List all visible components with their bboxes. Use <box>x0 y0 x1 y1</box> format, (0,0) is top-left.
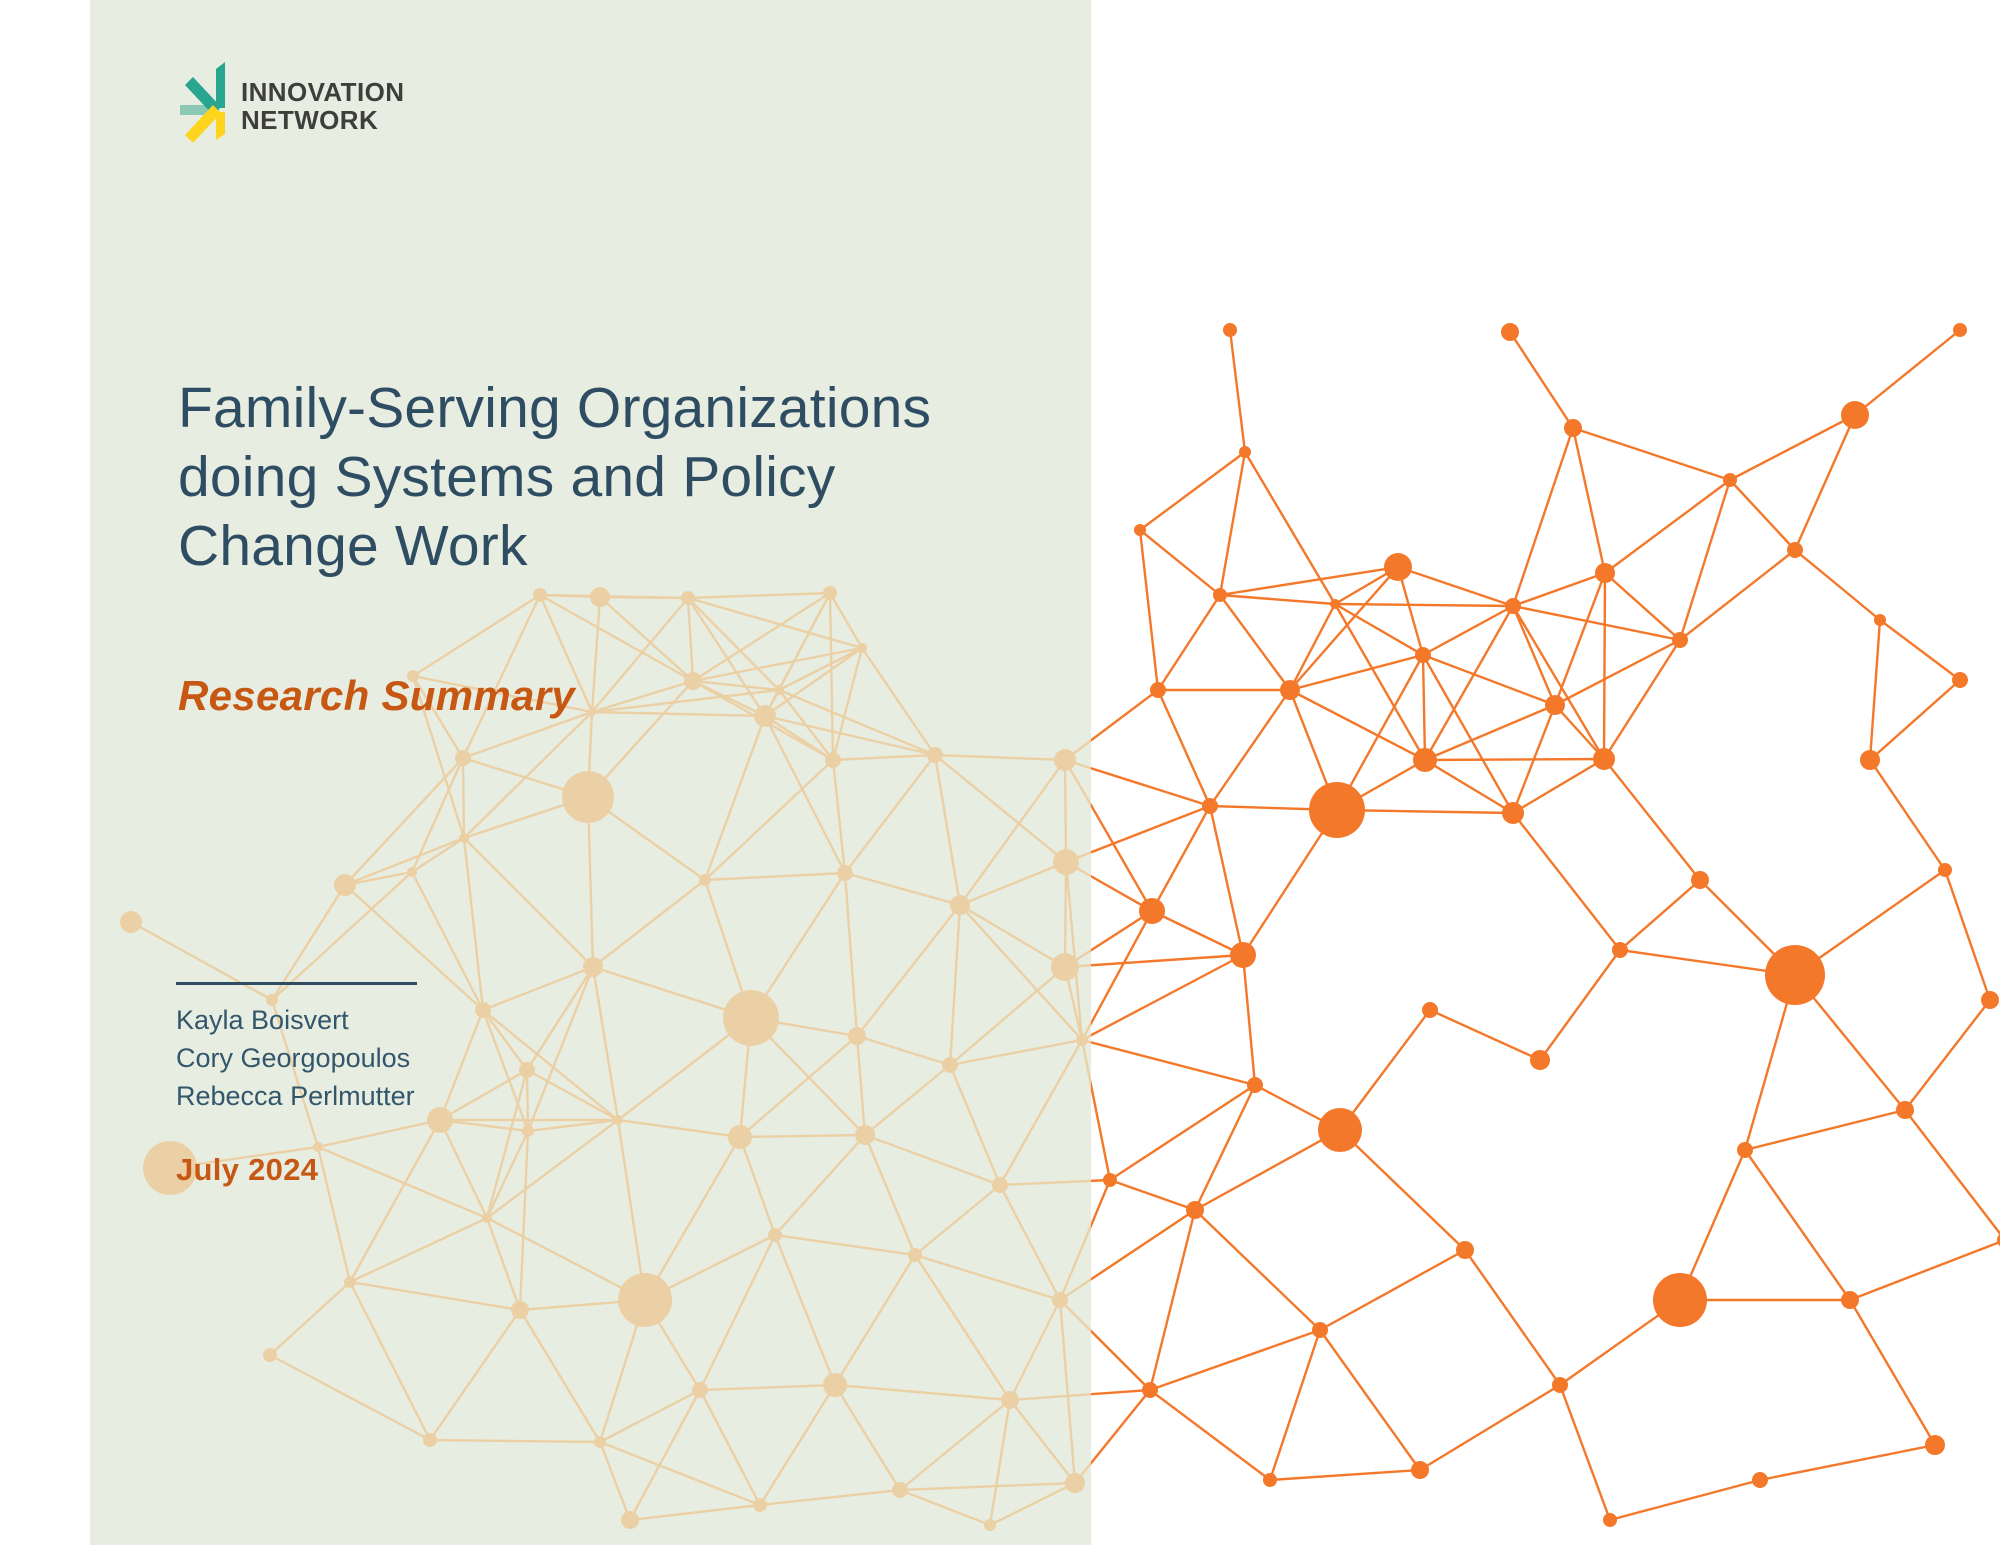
page-title <box>178 374 1078 581</box>
author-name: Rebecca Perlmutter <box>176 1081 415 1111</box>
title-line-3: Change Work <box>178 514 528 578</box>
author-name: Kayla Boisvert <box>176 1005 349 1035</box>
logo-ray-vertical-bottom <box>216 112 225 140</box>
logo-wordmark <box>241 78 404 134</box>
innovation-network-logo <box>180 58 404 142</box>
author-list <box>176 1001 415 1115</box>
logo-wordmark-line2: NETWORK <box>241 105 379 135</box>
innovation-network-logo-icon <box>180 58 232 142</box>
title-line-2: doing Systems and Policy <box>178 445 836 509</box>
title-line-1: Family-Serving Organizations <box>178 376 932 440</box>
logo-ray-vertical-top <box>216 62 225 108</box>
publication-date: July 2024 <box>176 1152 319 1187</box>
author-name: Cory Georgopoulos <box>176 1043 411 1073</box>
subtitle: Research Summary <box>178 672 576 719</box>
author-divider-rule <box>176 982 417 985</box>
logo-wordmark-line1: INNOVATION <box>241 77 405 107</box>
